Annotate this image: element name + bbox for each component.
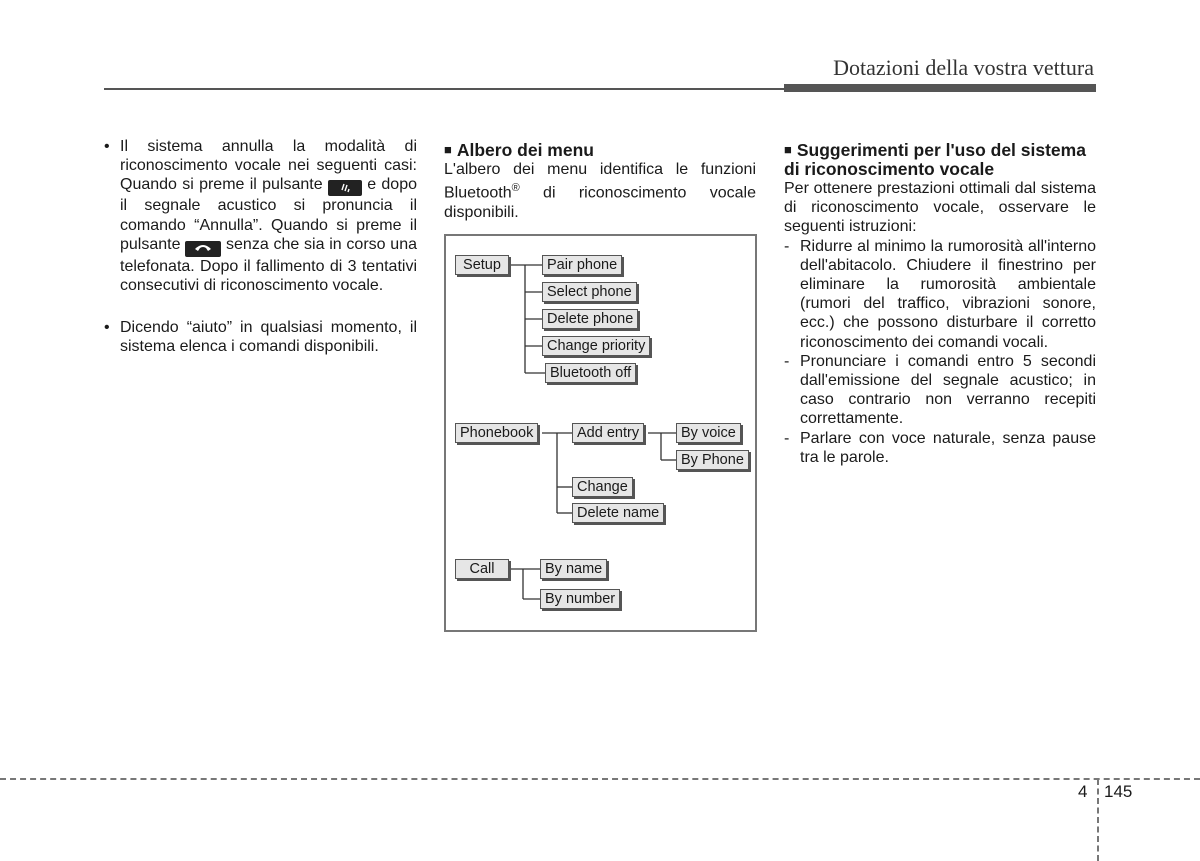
list-item: - Parlare con voce naturale, senza pause tra le parole. [784, 429, 1096, 466]
bullet-cancel-voice [104, 137, 417, 295]
header-rule [104, 88, 784, 90]
list-item: - Ridurre al minimo la rumorosità all'interno dell'abitacolo. Chiudere il finestrino per eliminare la rumorosità ambientale (rumori del traffico, vibrazioni sonore, ecc.) che possono disturbare il corretto riconoscimento dei comandi vocali. [784, 237, 1096, 351]
menu-node-change-priority: Change priority [542, 336, 650, 356]
bullet-text-part1: Il sistema annulla la modalità di riconoscimento vocale nei seguenti casi: Quando si preme il pulsante [120, 138, 417, 194]
bullet-text-part2: e dopo il segnale acustico si pronuncia il comando “Annulla”. Quando si preme il pulsante [120, 176, 418, 253]
running-header-title: Dotazioni della vostra vettura [833, 55, 1094, 80]
tips-heading: ■ Suggerimenti per l'uso del sistema di riconoscimento vocale [784, 140, 1086, 179]
tips-intro: Per ottenere prestazioni ottimali dal sistema di riconoscimento vocale, osservare le seguenti istruzioni: [784, 180, 1096, 236]
menu-node-bluetooth-off: Bluetooth off [545, 363, 636, 383]
bullet-help [104, 318, 417, 356]
hang-up-button-icon [185, 241, 221, 257]
footer-dashed-rule [0, 778, 1200, 780]
tips-list [784, 237, 1096, 467]
list-item: - Pronunciare i comandi entro 5 secondi dall'emissione del segnale acustico; in caso contrario non verranno recepiti correttamente. [784, 352, 1096, 428]
bullet-mark: • [104, 138, 110, 155]
menu-node-change: Change [572, 477, 633, 497]
bullet-text-part3: senza che sia in corso una telefonata. Dopo il fallimento di 3 tentativi consecutivi di riconoscimento vocale. [120, 235, 418, 295]
menu-node-by-name: By name [540, 559, 607, 579]
menu-tree-heading: ■ Albero dei menu [444, 140, 594, 160]
menu-node-select-phone: Select phone [542, 282, 637, 302]
bullet-help-text: Dicendo “aiuto” in qualsiasi momento, il sistema elenca i comandi disponibili. [120, 319, 417, 356]
menu-tree-diagram [444, 234, 757, 632]
bullet-mark: • [104, 319, 110, 337]
menu-node-call: Call [455, 559, 509, 579]
right-column [784, 140, 1096, 467]
left-column [104, 137, 417, 380]
menu-node-delete-phone: Delete phone [542, 309, 638, 329]
footer-dashed-divider [1097, 779, 1099, 861]
page-number: 145 [1104, 782, 1133, 801]
menu-node-by-voice: By voice [676, 423, 741, 443]
chapter-number: 4 [1078, 782, 1088, 801]
menu-node-by-phone: By Phone [676, 450, 749, 470]
menu-node-setup: Setup [455, 255, 509, 275]
menu-node-by-number: By number [540, 589, 620, 609]
middle-column [444, 140, 756, 222]
header-rule-accent [784, 84, 1096, 92]
heading-square-icon: ■ [784, 142, 792, 157]
menu-node-add-entry: Add entry [572, 423, 644, 443]
menu-node-delete-name: Delete name [572, 503, 664, 523]
menu-node-phonebook: Phonebook [455, 423, 538, 443]
heading-square-icon: ■ [444, 142, 452, 157]
menu-tree-intro: L'albero dei menu identifica le funzioni Bluetooth® di riconoscimento vocale disponibili. [444, 161, 756, 221]
voice-talk-button-icon [328, 180, 362, 196]
menu-node-pair-phone: Pair phone [542, 255, 622, 275]
